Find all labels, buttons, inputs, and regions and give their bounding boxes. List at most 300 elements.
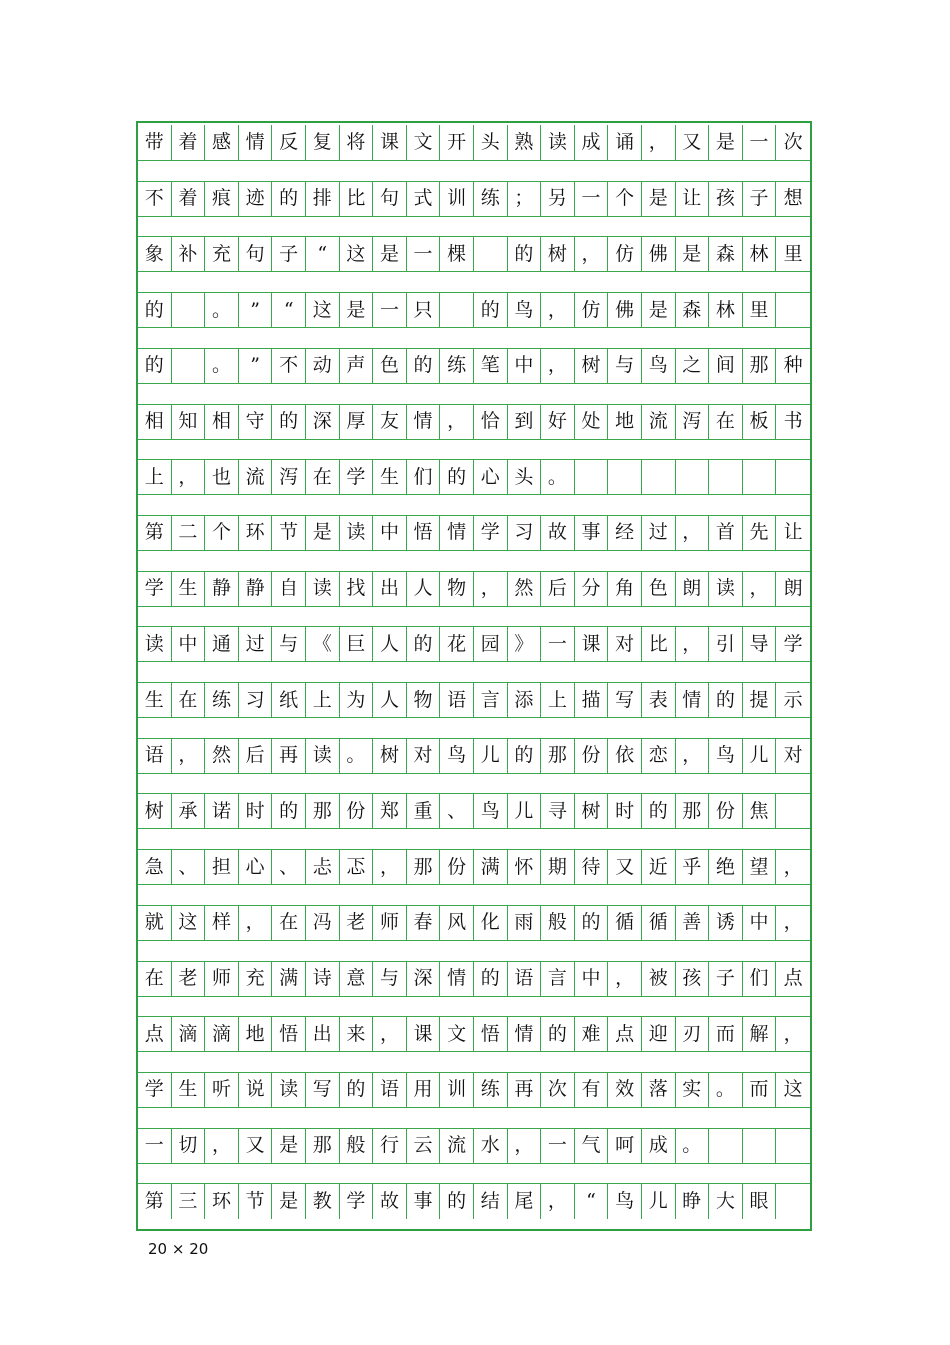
- grid-cell: 一: [373, 292, 407, 328]
- grid-cell: 》: [508, 626, 542, 662]
- grid-cell: 恰: [474, 404, 508, 440]
- grid-cell: [676, 459, 710, 495]
- grid-cell: 练: [440, 348, 474, 384]
- grid-cell: 分: [575, 571, 609, 607]
- grid-cell: 人: [373, 626, 407, 662]
- grid-cell: 上: [306, 682, 340, 718]
- grid-cell: 课: [575, 626, 609, 662]
- grid-row: [138, 515, 810, 551]
- grid-row: [138, 348, 810, 384]
- grid-cell: 比: [642, 626, 676, 662]
- grid-cell: ；: [508, 181, 542, 217]
- grid-cell: 学: [776, 626, 810, 662]
- grid-cell: 语: [440, 682, 474, 718]
- grid-cell: 学: [138, 1072, 172, 1108]
- grid-cell: 有: [575, 1072, 609, 1108]
- grid-cell: 之: [676, 348, 710, 384]
- grid-cell: [474, 236, 508, 272]
- grid-cell: 泻: [272, 459, 306, 495]
- grid-cell: 复: [306, 125, 340, 161]
- grid-cell: 老: [340, 905, 374, 941]
- grid-cell: 也: [205, 459, 239, 495]
- grid-cell: ，: [541, 1183, 575, 1219]
- grid-cell: ，: [172, 459, 206, 495]
- grid-cell: 教: [306, 1183, 340, 1219]
- grid-cell: 到: [508, 404, 542, 440]
- grid-cell: 份: [709, 793, 743, 829]
- grid-cell: 的: [709, 682, 743, 718]
- grid-cell: 一: [407, 236, 441, 272]
- grid-cell: 园: [474, 626, 508, 662]
- grid-cell: 言: [541, 961, 575, 997]
- grid-cell: 忐: [306, 849, 340, 885]
- grid-row: [138, 793, 810, 829]
- grid-cell: 树: [541, 236, 575, 272]
- grid-cell: 中: [373, 515, 407, 551]
- grid-cell: 心: [474, 459, 508, 495]
- grid-cell: 的: [272, 404, 306, 440]
- grid-cell: 文: [407, 125, 441, 161]
- grid-cell: 在: [172, 682, 206, 718]
- grid-cell: [743, 459, 777, 495]
- grid-cell: 的: [138, 348, 172, 384]
- grid-cell: 期: [541, 849, 575, 885]
- grid-cell: 守: [239, 404, 273, 440]
- grid-cell: 是: [306, 515, 340, 551]
- grid-cell: 。: [709, 1072, 743, 1108]
- grid-cell: 种: [776, 348, 810, 384]
- grid-cell: ，: [743, 571, 777, 607]
- grid-cell: 而: [709, 1016, 743, 1052]
- grid-cell: 熟: [508, 125, 542, 161]
- grid-cell: 通: [205, 626, 239, 662]
- grid-cell: 泻: [676, 404, 710, 440]
- grid-cell: 子: [709, 961, 743, 997]
- grid-row: [138, 1128, 810, 1164]
- grid-cell: 情: [239, 125, 273, 161]
- grid-cell: 这: [776, 1072, 810, 1108]
- grid-cell: 的: [407, 348, 441, 384]
- grid-cell: 冯: [306, 905, 340, 941]
- grid-cell: 与: [373, 961, 407, 997]
- grid-cell: [440, 292, 474, 328]
- grid-cell: 头: [508, 459, 542, 495]
- grid-cell: 孩: [676, 961, 710, 997]
- grid-cell: 习: [239, 682, 273, 718]
- grid-cell: 中: [508, 348, 542, 384]
- grid-cell: 树: [373, 738, 407, 774]
- grid-cell: 的: [407, 626, 441, 662]
- grid-cell: 语: [508, 961, 542, 997]
- grid-cell: 文: [440, 1016, 474, 1052]
- grid-cell: 静: [239, 571, 273, 607]
- grid-cell: 言: [474, 682, 508, 718]
- grid-cell: 、: [172, 849, 206, 885]
- grid-cell: 学: [340, 1183, 374, 1219]
- grid-cell: 儿: [508, 793, 542, 829]
- grid-cell: 情: [440, 961, 474, 997]
- grid-cell: 师: [205, 961, 239, 997]
- grid-cell: 师: [373, 905, 407, 941]
- grid-cell: 另: [541, 181, 575, 217]
- grid-cell: 又: [239, 1128, 273, 1164]
- grid-cell: 点: [608, 1016, 642, 1052]
- grid-cell: 林: [743, 236, 777, 272]
- grid-cell: 迎: [642, 1016, 676, 1052]
- grid-row: [138, 404, 810, 440]
- grid-cell: 相: [138, 404, 172, 440]
- grid-cell: 的: [642, 793, 676, 829]
- grid-cell: 对: [407, 738, 441, 774]
- grid-row: [138, 682, 810, 718]
- grid-cell: 听: [205, 1072, 239, 1108]
- grid-cell: 情: [676, 682, 710, 718]
- grid-cell: 是: [373, 236, 407, 272]
- grid-cell: [776, 1128, 810, 1164]
- grid-cell: 象: [138, 236, 172, 272]
- grid-cell: 那: [306, 793, 340, 829]
- grid-cell: 相: [205, 404, 239, 440]
- grid-cell: 生: [172, 1072, 206, 1108]
- grid-cell: 想: [776, 181, 810, 217]
- grid-cell: 森: [676, 292, 710, 328]
- grid-cell: 依: [608, 738, 642, 774]
- grid-cell: 开: [440, 125, 474, 161]
- grid-cell: 写: [608, 682, 642, 718]
- grid-cell: [642, 459, 676, 495]
- grid-cell: 悟: [407, 515, 441, 551]
- grid-cell: 先: [743, 515, 777, 551]
- grid-cell: 读: [340, 515, 374, 551]
- grid-cell: 流: [239, 459, 273, 495]
- grid-cell: ”: [239, 292, 273, 328]
- grid-cell: 诺: [205, 793, 239, 829]
- grid-cell: 然: [205, 738, 239, 774]
- grid-cell: 意: [340, 961, 374, 997]
- grid-cell: 子: [272, 236, 306, 272]
- grid-cell: 第: [138, 1183, 172, 1219]
- grid-cell: 一: [743, 125, 777, 161]
- grid-cell: ，: [776, 1016, 810, 1052]
- grid-cell: 是: [642, 292, 676, 328]
- grid-cell: ，: [776, 849, 810, 885]
- grid-cell: 生: [172, 571, 206, 607]
- grid-cell: [776, 793, 810, 829]
- grid-cell: 、: [440, 793, 474, 829]
- grid-cell: 处: [575, 404, 609, 440]
- grid-row: [138, 292, 810, 328]
- grid-cell: 风: [440, 905, 474, 941]
- grid-cell: 着: [172, 181, 206, 217]
- grid-cell: 生: [138, 682, 172, 718]
- grid-cell: 用: [407, 1072, 441, 1108]
- grid-cell: 感: [205, 125, 239, 161]
- grid-cell: 成: [642, 1128, 676, 1164]
- grid-cell: 物: [407, 682, 441, 718]
- grid-cell: ，: [776, 905, 810, 941]
- grid-cell: 儿: [642, 1183, 676, 1219]
- grid-cell: 郑: [373, 793, 407, 829]
- grid-cell: 呵: [608, 1128, 642, 1164]
- grid-cell: 比: [340, 181, 374, 217]
- grid-cell: 。: [676, 1128, 710, 1164]
- grid-cell: 导: [743, 626, 777, 662]
- grid-row: [138, 961, 810, 997]
- grid-cell: 提: [743, 682, 777, 718]
- grid-cell: 事: [407, 1183, 441, 1219]
- grid-cell: 的: [508, 236, 542, 272]
- grid-cell: 鸟: [508, 292, 542, 328]
- grid-cell: 那: [541, 738, 575, 774]
- grid-cell: 节: [239, 1183, 273, 1219]
- grid-cell: 厚: [340, 404, 374, 440]
- grid-cell: 式: [407, 181, 441, 217]
- grid-cell: 们: [743, 961, 777, 997]
- grid-cell: 是: [272, 1183, 306, 1219]
- grid-cell: 深: [306, 404, 340, 440]
- grid-cell: 纸: [272, 682, 306, 718]
- grid-cell: 点: [138, 1016, 172, 1052]
- grid-cell: 学: [474, 515, 508, 551]
- grid-cell: 经: [608, 515, 642, 551]
- grid-cell: ，: [440, 404, 474, 440]
- grid-cell: 故: [541, 515, 575, 551]
- grid-cell: 将: [340, 125, 374, 161]
- grid-cell: 眼: [743, 1183, 777, 1219]
- grid-cell: 语: [138, 738, 172, 774]
- grid-cell: 然: [508, 571, 542, 607]
- grid-cell: 头: [474, 125, 508, 161]
- grid-cell: 。: [205, 292, 239, 328]
- grid-cell: 实: [676, 1072, 710, 1108]
- grid-cell: ，: [373, 1016, 407, 1052]
- grid-cell: ，: [575, 236, 609, 272]
- grid-cell: 鸟: [440, 738, 474, 774]
- grid-cell: 一: [541, 1128, 575, 1164]
- grid-cell: 静: [205, 571, 239, 607]
- grid-cell: 急: [138, 849, 172, 885]
- grid-cell: 过: [642, 515, 676, 551]
- grid-cell: 朗: [776, 571, 810, 607]
- grid-cell: 就: [138, 905, 172, 941]
- grid-cell: 孩: [709, 181, 743, 217]
- grid-cell: 被: [642, 961, 676, 997]
- grid-cell: 的: [575, 905, 609, 941]
- grid-cell: 个: [608, 181, 642, 217]
- grid-cell: 这: [306, 292, 340, 328]
- grid-cell: ，: [373, 849, 407, 885]
- grid-cell: 声: [340, 348, 374, 384]
- grid-cell: 忑: [340, 849, 374, 885]
- grid-row: [138, 571, 810, 607]
- grid-cell: 的: [272, 181, 306, 217]
- grid-cell: 在: [306, 459, 340, 495]
- grid-cell: 效: [608, 1072, 642, 1108]
- grid-cell: 样: [205, 905, 239, 941]
- grid-cell: 里: [743, 292, 777, 328]
- grid-cell: 中: [743, 905, 777, 941]
- grid-size-label: 20 × 20: [148, 1240, 209, 1258]
- grid-cell: 林: [709, 292, 743, 328]
- grid-cell: 描: [575, 682, 609, 718]
- grid-cell: 滴: [172, 1016, 206, 1052]
- grid-cell: 望: [743, 849, 777, 885]
- grid-cell: [776, 459, 810, 495]
- grid-cell: 成: [575, 125, 609, 161]
- grid-cell: 出: [373, 571, 407, 607]
- grid-cell: 让: [776, 515, 810, 551]
- grid-cell: ，: [508, 1128, 542, 1164]
- grid-row: [138, 626, 810, 662]
- grid-cell: 过: [239, 626, 273, 662]
- grid-cell: 出: [306, 1016, 340, 1052]
- grid-cell: 那: [407, 849, 441, 885]
- grid-cell: 痕: [205, 181, 239, 217]
- grid-cell: 学: [138, 571, 172, 607]
- grid-cell: 儿: [474, 738, 508, 774]
- grid-cell: 首: [709, 515, 743, 551]
- grid-cell: [743, 1128, 777, 1164]
- grid-cell: 课: [373, 125, 407, 161]
- grid-cell: 学: [340, 459, 374, 495]
- grid-row: [138, 181, 810, 217]
- grid-cell: 悟: [474, 1016, 508, 1052]
- grid-cell: 自: [272, 571, 306, 607]
- grid-cell: 读: [306, 738, 340, 774]
- grid-cell: 雨: [508, 905, 542, 941]
- grid-cell: 不: [272, 348, 306, 384]
- grid-cell: 大: [709, 1183, 743, 1219]
- grid-cell: 诱: [709, 905, 743, 941]
- grid-cell: 般: [541, 905, 575, 941]
- grid-cell: 般: [340, 1128, 374, 1164]
- grid-cell: 个: [205, 515, 239, 551]
- grid-cell: 那: [743, 348, 777, 384]
- grid-cell: 树: [138, 793, 172, 829]
- grid-cell: 这: [172, 905, 206, 941]
- grid-cell: 环: [239, 515, 273, 551]
- grid-cell: 迹: [239, 181, 273, 217]
- grid-cell: 重: [407, 793, 441, 829]
- grid-cell: 添: [508, 682, 542, 718]
- grid-cell: 在: [709, 404, 743, 440]
- grid-cell: 深: [407, 961, 441, 997]
- grid-cell: 化: [474, 905, 508, 941]
- grid-cell: 笔: [474, 348, 508, 384]
- grid-cell: 示: [776, 682, 810, 718]
- grid-cell: 反: [272, 125, 306, 161]
- grid-cell: 再: [508, 1072, 542, 1108]
- grid-cell: 结: [474, 1183, 508, 1219]
- grid-cell: 地: [239, 1016, 273, 1052]
- grid-cell: 诗: [306, 961, 340, 997]
- grid-cell: 的: [272, 793, 306, 829]
- grid-cell: “: [575, 1183, 609, 1219]
- grid-cell: 。: [541, 459, 575, 495]
- grid-cell: 节: [272, 515, 306, 551]
- grid-cell: [575, 459, 609, 495]
- grid-cell: 写: [306, 1072, 340, 1108]
- grid-cell: 为: [340, 682, 374, 718]
- grid-cell: 善: [676, 905, 710, 941]
- grid-cell: [709, 1128, 743, 1164]
- grid-row: [138, 1072, 810, 1108]
- grid-cell: 《: [306, 626, 340, 662]
- grid-cell: 故: [373, 1183, 407, 1219]
- grid-cell: ，: [541, 348, 575, 384]
- grid-cell: 鸟: [709, 738, 743, 774]
- grid-cell: 练: [474, 1072, 508, 1108]
- grid-cell: 巨: [340, 626, 374, 662]
- grid-cell: 的: [138, 292, 172, 328]
- grid-cell: 诵: [608, 125, 642, 161]
- grid-cell: 近: [642, 849, 676, 885]
- grid-cell: 次: [776, 125, 810, 161]
- grid-cell: 动: [306, 348, 340, 384]
- grid-cell: 情: [440, 515, 474, 551]
- grid-cell: ，: [608, 961, 642, 997]
- grid-cell: 而: [743, 1072, 777, 1108]
- grid-cell: 来: [340, 1016, 374, 1052]
- grid-row: [138, 125, 810, 161]
- grid-cell: 二: [172, 515, 206, 551]
- grid-cell: ，: [239, 905, 273, 941]
- grid-cell: 满: [474, 849, 508, 885]
- grid-cell: 棵: [440, 236, 474, 272]
- grid-cell: 好: [541, 404, 575, 440]
- grid-cell: 带: [138, 125, 172, 161]
- grid-cell: 待: [575, 849, 609, 885]
- grid-cell: 行: [373, 1128, 407, 1164]
- grid-cell: 春: [407, 905, 441, 941]
- grid-cell: 知: [172, 404, 206, 440]
- grid-cell: 后: [541, 571, 575, 607]
- grid-cell: 森: [709, 236, 743, 272]
- grid-cell: 再: [272, 738, 306, 774]
- grid-cell: 那: [676, 793, 710, 829]
- grid-cell: 时: [239, 793, 273, 829]
- grid-cell: 事: [575, 515, 609, 551]
- grid-cell: 情: [508, 1016, 542, 1052]
- grid-cell: 里: [776, 236, 810, 272]
- grid-cell: 又: [608, 849, 642, 885]
- grid-cell: 怀: [508, 849, 542, 885]
- grid-cell: 切: [172, 1128, 206, 1164]
- grid-cell: 习: [508, 515, 542, 551]
- grid-row: [138, 236, 810, 272]
- grid-row: [138, 1016, 810, 1052]
- grid-cell: 老: [172, 961, 206, 997]
- grid-cell: 儿: [743, 738, 777, 774]
- grid-cell: 流: [642, 404, 676, 440]
- grid-cell: 佛: [608, 292, 642, 328]
- grid-cell: 点: [776, 961, 810, 997]
- grid-cell: 书: [776, 404, 810, 440]
- grid-cell: [709, 459, 743, 495]
- grid-cell: 人: [373, 682, 407, 718]
- grid-cell: 鸟: [474, 793, 508, 829]
- grid-cell: 地: [608, 404, 642, 440]
- grid-cell: 友: [373, 404, 407, 440]
- grid-cell: 表: [642, 682, 676, 718]
- grid-cell: ，: [474, 571, 508, 607]
- grid-cell: [776, 292, 810, 328]
- grid-cell: 们: [407, 459, 441, 495]
- grid-cell: 次: [541, 1072, 575, 1108]
- grid-cell: 读: [541, 125, 575, 161]
- grid-cell: 是: [272, 1128, 306, 1164]
- grid-cell: 焦: [743, 793, 777, 829]
